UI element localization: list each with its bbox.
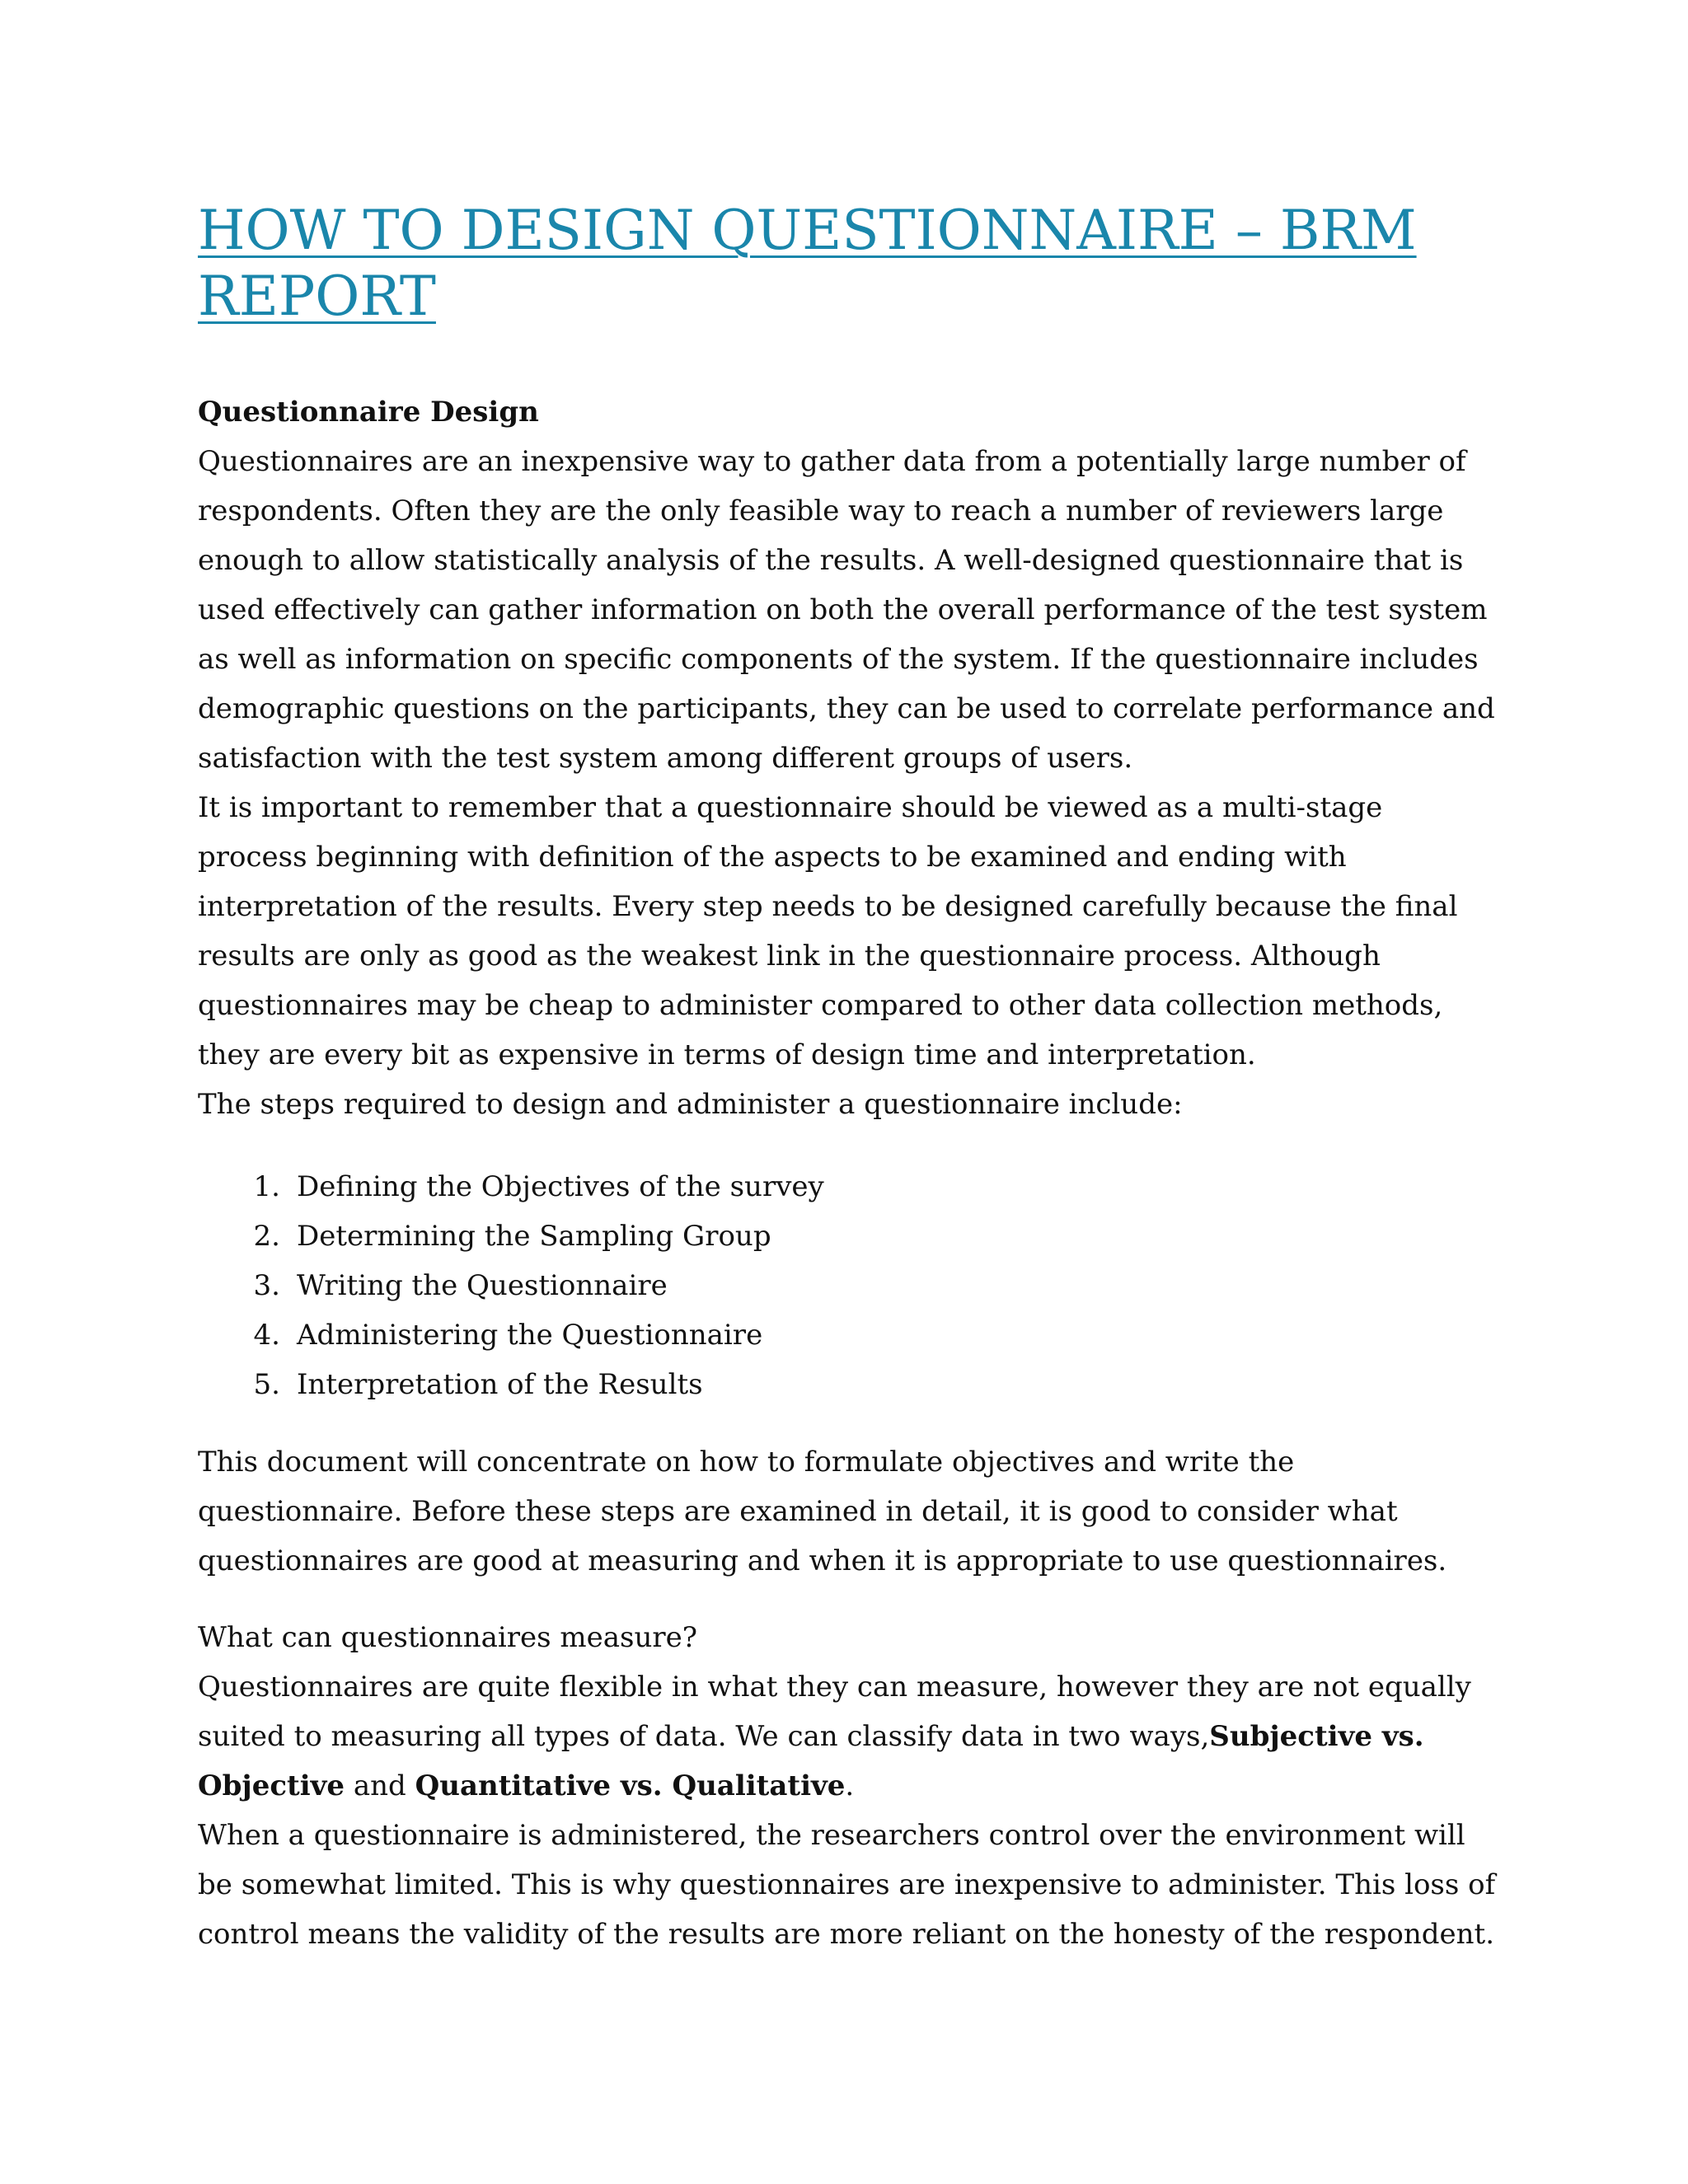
classify-text-after: . — [845, 1769, 855, 1802]
list-item — [198, 1261, 1500, 1310]
list-item-number: 4. — [253, 1319, 280, 1352]
list-item-number: 2. — [253, 1220, 280, 1253]
list-item — [198, 1212, 1500, 1261]
concentrate-paragraph: This document will concentrate on how to formulate objectives and write the questionnaire. Before these steps are examined in detail, it is good to consider what questionnaires are good at measuring and when it is appropriate to use questionnaires. — [198, 1446, 1447, 1577]
steps-intro-paragraph: The steps required to design and administer a questionnaire include: — [198, 1088, 1183, 1121]
list-item — [198, 1162, 1500, 1212]
list-item-text: Determining the Sampling Group — [297, 1220, 771, 1253]
document-page — [198, 198, 1500, 1959]
list-item-text: Administering the Questionnaire — [297, 1319, 763, 1352]
list-item — [198, 1360, 1500, 1409]
section-heading: Questionnaire Design — [198, 396, 539, 429]
page-title[interactable]: HOW TO DESIGN QUESTIONNAIRE – BRM REPORT — [198, 199, 1417, 328]
list-item — [198, 1310, 1500, 1360]
process-paragraph: It is important to remember that a questionnaire should be viewed as a multi-stage process beginning with definition of the aspects to be examined and ending with interpretation of the results. Every step needs to be designed carefully because the final results are only as good as the weakest link in the questionnaire process. Although questionnaires may be cheap to administer compared to other data collection methods, they are every bit as expensive in terms of design time and interpretation. — [198, 791, 1458, 1071]
measure-question: What can questionnaires measure? — [198, 1621, 697, 1654]
list-item-number: 1. — [253, 1170, 280, 1203]
classify-text-middle: and — [345, 1769, 415, 1802]
list-item-number: 5. — [253, 1368, 280, 1401]
intro-paragraph: Questionnaires are an inexpensive way to gather data from a potentially large number of respondents. Often they are the only feasible way to reach a number of reviewers large enough to allow statistically analysis of the results. A well-designed questionnaire that is used effectively can gather information on both the overall performance of the test system as well as information on specific components of the system. If the questionnaire includes demographic questions on the participants, they can be used to correlate performance and satisfaction with the test system among different groups of users. — [198, 445, 1495, 775]
classify-paragraph — [198, 1662, 1500, 1811]
list-item-text: Interpretation of the Results — [297, 1368, 703, 1401]
final-paragraph: When a questionnaire is administered, the researchers control over the environment will be somewhat limited. This is why questionnaires are inexpensive to administer. This loss of control means the validity of the results are more reliant on the honesty of the respondent. — [198, 1819, 1496, 1951]
steps-list — [198, 1162, 1500, 1409]
list-item-number: 3. — [253, 1269, 280, 1302]
classify-text-before: Questionnaires are quite flexible in what they can measure, however they are not equally suited to measuring all types of data. We can classify data in two ways, — [198, 1671, 1471, 1753]
list-item-text: Writing the Questionnaire — [297, 1269, 668, 1302]
classify-bold-subjective: Subjective vs. Objective — [198, 1720, 1424, 1802]
classify-bold-quantitative: Quantitative vs. Qualitative — [415, 1769, 846, 1802]
list-item-text: Defining the Objectives of the survey — [297, 1170, 824, 1203]
